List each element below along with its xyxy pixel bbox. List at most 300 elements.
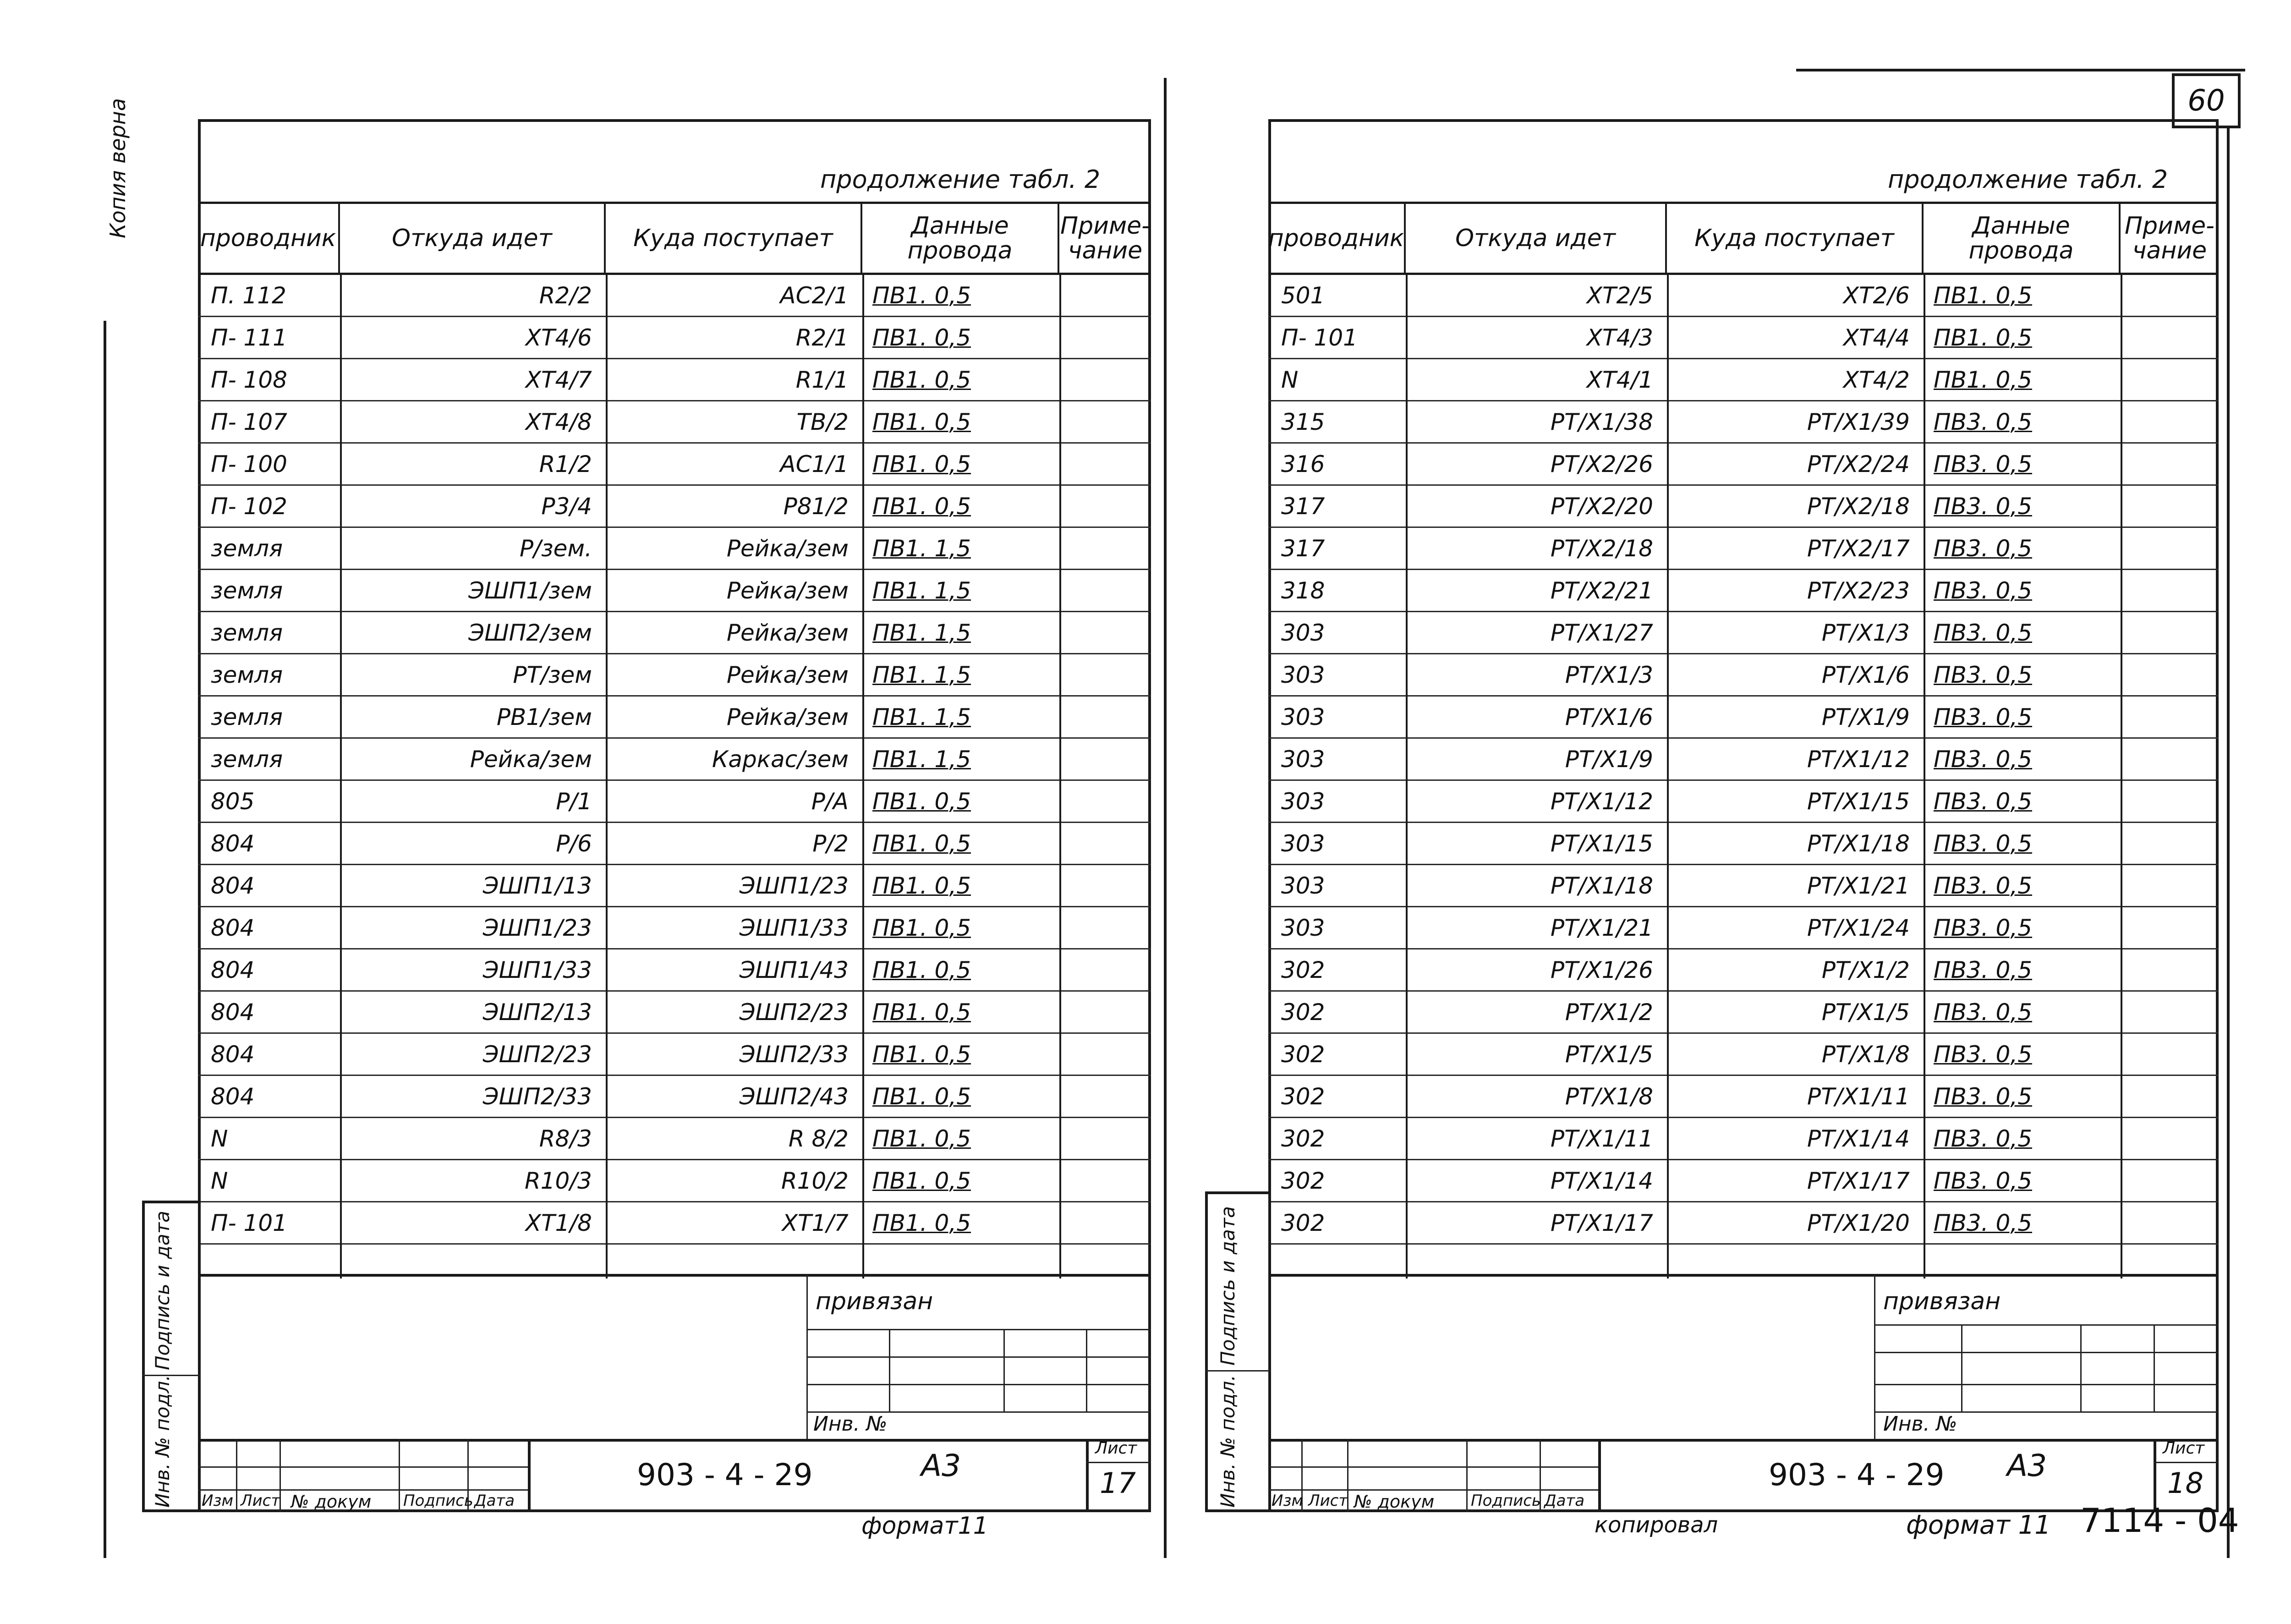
col-header-from: Откуда идет xyxy=(340,204,606,273)
from-cell: PT/X1/6 xyxy=(1565,703,1653,730)
right-side-label-inv: Инв. № подл. xyxy=(1217,1375,1239,1508)
left-tb-doc-code: 903 - 4 - 29 xyxy=(637,1457,813,1492)
data-cell: ПВ3. 0,5 xyxy=(1934,535,2033,562)
data-cell: ПВ1. 0,5 xyxy=(872,872,971,899)
wire-cell: 302 xyxy=(1281,1209,1325,1236)
from-cell: PT/X1/5 xyxy=(1565,1041,1653,1068)
wire-cell: 501 xyxy=(1281,282,1325,309)
right-tb-bound-row3 xyxy=(1874,1384,2219,1385)
wire-cell: 303 xyxy=(1281,661,1325,688)
to-cell: PT/X1/11 xyxy=(1807,1083,1910,1110)
wire-cell: земля xyxy=(211,535,283,562)
to-cell: Рейка/зем xyxy=(726,703,849,730)
table-row xyxy=(1268,781,2219,823)
right-colsep-1 xyxy=(1406,275,1408,1278)
data-cell: ПВ1. 0,5 xyxy=(872,324,971,351)
note-cell xyxy=(2121,1034,2219,1075)
right-colsep-4 xyxy=(2121,275,2122,1278)
wire-cell: П- 100 xyxy=(211,450,287,477)
data-cell: ПВ1. 1,5 xyxy=(872,703,971,730)
left-tb-main-top xyxy=(198,1439,1151,1442)
table-row xyxy=(1268,949,2219,992)
from-cell: ЭШП1/зем xyxy=(468,577,592,604)
to-cell: ЭШП2/43 xyxy=(739,1083,849,1110)
data-cell: ПВ3. 0,5 xyxy=(1934,450,2033,477)
data-cell: ПВ1. 0,5 xyxy=(1934,282,2033,309)
wire-cell: 315 xyxy=(1281,408,1325,435)
wire-cell: 303 xyxy=(1281,872,1325,899)
data-cell: ПВ3. 0,5 xyxy=(1934,703,2033,730)
left-tb-h3: Подпись xyxy=(403,1492,473,1510)
from-cell: PT/X1/17 xyxy=(1550,1209,1653,1236)
data-cell: ПВ3. 0,5 xyxy=(1934,493,2033,520)
from-cell: ЭШП2/33 xyxy=(482,1083,592,1110)
from-cell: PT/X1/26 xyxy=(1550,956,1653,983)
left-colsep-4 xyxy=(1059,275,1061,1278)
data-cell: ПВ1. 0,5 xyxy=(872,1125,971,1152)
note-cell xyxy=(2121,359,2219,400)
data-cell: ПВ3. 0,5 xyxy=(1934,661,2033,688)
left-tb-sheet-no: 17 xyxy=(1100,1466,1136,1500)
left-tb-bound-label: привязан xyxy=(816,1288,933,1315)
wire-cell: П- 111 xyxy=(211,324,287,351)
left-tb-bound-row3 xyxy=(806,1384,1151,1385)
to-cell: PT/X1/12 xyxy=(1807,746,1910,773)
data-cell: ПВ1. 0,5 xyxy=(872,914,971,941)
note-cell xyxy=(2121,823,2219,864)
data-cell: ПВ3. 0,5 xyxy=(1934,872,2033,899)
from-cell: XT2/5 xyxy=(1586,282,1653,309)
data-cell: ПВ1. 0,5 xyxy=(872,1083,971,1110)
from-cell: PT/X1/2 xyxy=(1565,999,1653,1026)
right-continuation: продолжение табл. 2 xyxy=(1888,165,2168,194)
left-tb-c3 xyxy=(399,1439,400,1512)
to-cell: PT/X1/3 xyxy=(1821,619,1910,646)
left-tb-h0: Изм xyxy=(202,1492,234,1510)
wire-cell: N xyxy=(1281,366,1299,393)
wire-cell: 316 xyxy=(1281,450,1325,477)
wire-cell: П- 107 xyxy=(211,408,287,435)
to-cell: XT2/6 xyxy=(1843,282,1910,309)
note-cell xyxy=(2121,612,2219,653)
from-cell: R10/3 xyxy=(524,1167,592,1194)
to-cell: PT/X1/24 xyxy=(1807,914,1910,941)
data-cell: ПВ3. 0,5 xyxy=(1934,619,2033,646)
from-cell: XT4/3 xyxy=(1586,324,1653,351)
note-cell xyxy=(2121,697,2219,737)
wire-cell: 804 xyxy=(211,1083,255,1110)
from-cell: XT4/1 xyxy=(1586,366,1653,393)
from-cell: XT4/7 xyxy=(525,366,592,393)
from-cell: P/6 xyxy=(556,830,592,857)
wire-cell: П- 101 xyxy=(211,1209,287,1236)
left-tb-inv-label: Инв. № xyxy=(813,1412,888,1436)
note-cell xyxy=(1059,1160,1151,1201)
to-cell: R 8/2 xyxy=(788,1125,849,1152)
data-cell: ПВ3. 0,5 xyxy=(1934,577,2033,604)
right-tb-bound-left xyxy=(1874,1274,1875,1439)
left-colsep-3 xyxy=(862,275,864,1278)
data-cell: ПВ3. 0,5 xyxy=(1934,956,2033,983)
left-tb-h1: Лист xyxy=(241,1492,280,1510)
to-cell: Рейка/зем xyxy=(726,661,849,688)
right-tb-copied-by: копировал xyxy=(1595,1512,1718,1538)
wire-cell: 317 xyxy=(1281,493,1325,520)
note-cell xyxy=(2121,1118,2219,1159)
wire-cell: N xyxy=(211,1167,228,1194)
left-tb-format-caption: формат11 xyxy=(861,1512,988,1540)
binding-line xyxy=(1164,78,1167,1558)
to-cell: PT/X1/5 xyxy=(1821,999,1910,1026)
table-row xyxy=(1268,359,2219,401)
to-cell: ЭШП1/33 xyxy=(739,914,849,941)
data-cell: ПВ1. 0,5 xyxy=(872,450,971,477)
to-cell: XT1/7 xyxy=(782,1209,849,1236)
right-tb-bound-col3 xyxy=(2154,1324,2155,1411)
note-cell xyxy=(2121,444,2219,484)
right-tb-c5 xyxy=(1598,1439,1601,1512)
data-cell: ПВ1. 1,5 xyxy=(872,619,971,646)
to-cell: PT/X1/14 xyxy=(1807,1125,1910,1152)
from-cell: R1/2 xyxy=(539,450,592,477)
note-cell xyxy=(1059,570,1151,611)
table-row xyxy=(1268,865,2219,907)
from-cell: P/зем. xyxy=(520,535,592,562)
note-cell xyxy=(1059,823,1151,864)
note-cell xyxy=(2121,907,2219,948)
to-cell: PT/X2/18 xyxy=(1807,493,1910,520)
right-tb-h2: № докум xyxy=(1354,1492,1435,1512)
left-tb-h2: № докум xyxy=(291,1492,372,1512)
table-row xyxy=(1268,1118,2219,1160)
col-header-data: Данные провода xyxy=(862,204,1059,273)
left-tb-main-mid xyxy=(198,1466,528,1468)
from-cell: P3/4 xyxy=(541,493,592,520)
from-cell: ЭШП2/зем xyxy=(468,619,592,646)
data-cell: ПВ1. 0,5 xyxy=(872,1167,971,1194)
note-cell xyxy=(1059,359,1151,400)
note-cell xyxy=(1059,275,1151,316)
right-tb-bound-label: привязан xyxy=(1883,1288,2001,1315)
note-cell xyxy=(2121,992,2219,1032)
left-tb-bound-col1 xyxy=(889,1329,890,1411)
right-wire-table xyxy=(1268,275,2219,1245)
from-cell: PT/X1/8 xyxy=(1565,1083,1653,1110)
wire-cell: 804 xyxy=(211,830,255,857)
data-cell: ПВ1. 1,5 xyxy=(872,577,971,604)
wire-cell: 302 xyxy=(1281,1125,1325,1152)
data-cell: ПВ1. 0,5 xyxy=(872,282,971,309)
from-cell: PT/X2/26 xyxy=(1550,450,1653,477)
table-row xyxy=(1268,823,2219,865)
to-cell: PT/X1/17 xyxy=(1807,1167,1910,1194)
right-tb-sheet-split xyxy=(2154,1462,2219,1463)
left-table-header xyxy=(198,202,1151,275)
wire-cell: П- 102 xyxy=(211,493,287,520)
note-cell xyxy=(2121,486,2219,527)
table-row xyxy=(1268,1160,2219,1202)
to-cell: PT/X1/20 xyxy=(1807,1209,1910,1236)
from-cell: PT/X1/11 xyxy=(1550,1125,1653,1152)
note-cell xyxy=(1059,612,1151,653)
col-header-to: Куда поступает xyxy=(1667,204,1924,273)
to-cell: PT/X1/18 xyxy=(1807,830,1910,857)
note-cell xyxy=(1059,1202,1151,1243)
note-cell xyxy=(2121,317,2219,358)
to-cell: PT/X1/8 xyxy=(1821,1041,1910,1068)
table-row xyxy=(1268,612,2219,654)
from-cell: PT/X1/3 xyxy=(1565,661,1653,688)
left-tb-bound-row2 xyxy=(806,1356,1151,1358)
data-cell: ПВ1. 0,5 xyxy=(1934,366,2033,393)
col-header-wire: проводник xyxy=(1268,204,1406,273)
from-cell: ЭШП1/13 xyxy=(482,872,592,899)
to-cell: ЭШП1/43 xyxy=(739,956,849,983)
col-header-data: Данные провода xyxy=(1924,204,2121,273)
wire-cell: 318 xyxy=(1281,577,1325,604)
note-cell xyxy=(2121,275,2219,316)
right-tb-sheet-label: Лист xyxy=(2163,1439,2205,1458)
to-cell: PT/X2/17 xyxy=(1807,535,1910,562)
wire-cell: 302 xyxy=(1281,999,1325,1026)
to-cell: PT/X1/21 xyxy=(1807,872,1910,899)
left-tb-sheet-label: Лист xyxy=(1095,1439,1137,1458)
note-cell xyxy=(1059,317,1151,358)
to-cell: AC1/1 xyxy=(780,450,849,477)
note-cell xyxy=(1059,992,1151,1032)
wire-cell: 302 xyxy=(1281,1167,1325,1194)
note-cell xyxy=(2121,1076,2219,1117)
to-cell: Каркас/зем xyxy=(712,746,849,773)
left-outer-edge xyxy=(104,321,106,1558)
table-row xyxy=(1268,1076,2219,1118)
note-cell xyxy=(1059,486,1151,527)
wire-cell: 303 xyxy=(1281,914,1325,941)
from-cell: РВ1/зем xyxy=(496,703,592,730)
table-row xyxy=(1268,654,2219,697)
wire-cell: 302 xyxy=(1281,956,1325,983)
from-cell: XT4/6 xyxy=(525,324,592,351)
col-header-note: Приме- чание xyxy=(1060,212,1150,264)
data-cell: ПВ3. 0,5 xyxy=(1934,1125,2033,1152)
from-cell: PT/X1/27 xyxy=(1550,619,1653,646)
note-cell xyxy=(1059,1076,1151,1117)
to-cell: ЭШП1/23 xyxy=(739,872,849,899)
right-side-strip-divider xyxy=(1205,1370,1271,1372)
data-cell: ПВ1. 0,5 xyxy=(872,366,971,393)
col-header-from: Откуда идет xyxy=(1406,204,1667,273)
wire-cell: земля xyxy=(211,661,283,688)
data-cell: ПВ1. 0,5 xyxy=(1934,324,2033,351)
left-tb-format: А3 xyxy=(921,1448,961,1483)
right-tb-bound-col2 xyxy=(2080,1324,2082,1411)
from-cell: PT/X1/9 xyxy=(1565,746,1653,773)
from-cell: РТ/зем xyxy=(513,661,592,688)
table-row xyxy=(1268,1202,2219,1245)
left-tb-main-mid2 xyxy=(198,1489,528,1491)
data-cell: ПВ1. 0,5 xyxy=(872,1209,971,1236)
right-tb-main-mid2 xyxy=(1268,1489,1598,1491)
data-cell: ПВ3. 0,5 xyxy=(1934,1209,2033,1236)
from-cell: R8/3 xyxy=(539,1125,592,1152)
note-cell xyxy=(1059,781,1151,822)
right-table-header xyxy=(1268,202,2219,275)
wire-cell: П. 112 xyxy=(211,282,286,309)
wire-cell: 804 xyxy=(211,914,255,941)
wire-cell: 302 xyxy=(1281,1083,1325,1110)
from-cell: PT/X2/18 xyxy=(1550,535,1653,562)
to-cell: R1/1 xyxy=(795,366,849,393)
data-cell: ПВ3. 0,5 xyxy=(1934,1167,2033,1194)
note-cell xyxy=(2121,865,2219,906)
from-cell: XT4/8 xyxy=(525,408,592,435)
data-cell: ПВ3. 0,5 xyxy=(1934,788,2033,815)
to-cell: PT/X2/23 xyxy=(1807,577,1910,604)
wire-cell: 303 xyxy=(1281,746,1325,773)
left-colsep-1 xyxy=(340,275,342,1278)
to-cell: P81/2 xyxy=(783,493,849,520)
note-cell xyxy=(1059,697,1151,737)
data-cell: ПВ3. 0,5 xyxy=(1934,408,2033,435)
note-cell xyxy=(2121,739,2219,779)
wire-cell: 804 xyxy=(211,999,255,1026)
left-tb-bound-col3 xyxy=(1086,1329,1087,1411)
to-cell: P/2 xyxy=(812,830,849,857)
from-cell: PT/X2/21 xyxy=(1550,577,1653,604)
right-tb-bound-row-bottom xyxy=(1874,1324,2219,1326)
data-cell: ПВ1. 0,5 xyxy=(872,493,971,520)
col-header-to: Куда поступает xyxy=(606,204,862,273)
right-tb-format: А3 xyxy=(2007,1448,2047,1483)
table-row xyxy=(1268,401,2219,444)
note-cell xyxy=(2121,781,2219,822)
from-cell: PT/X1/21 xyxy=(1550,914,1653,941)
note-cell xyxy=(2121,949,2219,990)
data-cell: ПВ1. 0,5 xyxy=(872,956,971,983)
to-cell: XT4/4 xyxy=(1843,324,1910,351)
wire-cell: 302 xyxy=(1281,1041,1325,1068)
data-cell: ПВ3. 0,5 xyxy=(1934,999,2033,1026)
right-tb-top xyxy=(1268,1274,2219,1277)
sheet-number-stamp: 60 xyxy=(2172,73,2241,128)
to-cell: AC2/1 xyxy=(780,282,849,309)
data-cell: ПВ1. 0,5 xyxy=(872,788,971,815)
note-cell xyxy=(1059,1034,1151,1075)
data-cell: ПВ1. 1,5 xyxy=(872,535,971,562)
right-tb-h0: Изм xyxy=(1272,1492,1304,1510)
right-outer-edge xyxy=(2227,128,2230,1558)
wire-cell: 303 xyxy=(1281,619,1325,646)
from-cell: ЭШП1/23 xyxy=(482,914,592,941)
right-side-label-sign: Подпись и дата xyxy=(1217,1206,1239,1366)
wire-cell: 317 xyxy=(1281,535,1325,562)
data-cell: ПВ3. 0,5 xyxy=(1934,830,2033,857)
note-cell xyxy=(2121,654,2219,695)
to-cell: ЭШП2/23 xyxy=(739,999,849,1026)
to-cell: Рейка/зем xyxy=(726,619,849,646)
data-cell: ПВ1. 1,5 xyxy=(872,746,971,773)
wire-cell: 804 xyxy=(211,956,255,983)
data-cell: ПВ1. 0,5 xyxy=(872,999,971,1026)
note-cell xyxy=(1059,401,1151,442)
to-cell: P/A xyxy=(811,788,849,815)
data-cell: ПВ1. 0,5 xyxy=(872,1041,971,1068)
to-cell: ЭШП2/33 xyxy=(739,1041,849,1068)
to-cell: PT/X2/24 xyxy=(1807,450,1910,477)
left-continuation: продолжение табл. 2 xyxy=(820,165,1101,194)
from-cell: PT/X2/20 xyxy=(1550,493,1653,520)
to-cell: R2/1 xyxy=(795,324,849,351)
from-cell: PT/X1/18 xyxy=(1550,872,1653,899)
left-tb-c6 xyxy=(1086,1439,1089,1512)
left-side-label-inv: Инв. № подл. xyxy=(151,1375,174,1508)
wire-cell: земля xyxy=(211,703,283,730)
right-tb-h1: Лист xyxy=(1308,1492,1348,1510)
right-tb-h4: Дата xyxy=(1544,1492,1585,1510)
left-side-label-sign: Подпись и дата xyxy=(151,1211,174,1370)
data-cell: ПВ1. 1,5 xyxy=(872,661,971,688)
data-cell: ПВ3. 0,5 xyxy=(1934,1083,2033,1110)
from-cell: XT1/8 xyxy=(525,1209,592,1236)
to-cell: XT4/2 xyxy=(1843,366,1910,393)
data-cell: ПВ1. 0,5 xyxy=(872,408,971,435)
from-cell: ЭШП2/23 xyxy=(482,1041,592,1068)
table-row xyxy=(1268,275,2219,317)
from-cell: PT/X1/12 xyxy=(1550,788,1653,815)
from-cell: PT/X1/38 xyxy=(1550,408,1653,435)
table-row xyxy=(1268,992,2219,1034)
note-cell xyxy=(2121,528,2219,569)
from-cell: PT/X1/14 xyxy=(1550,1167,1653,1194)
wire-cell: земля xyxy=(211,619,283,646)
right-tb-c3 xyxy=(1466,1439,1468,1512)
data-cell: ПВ1. 0,5 xyxy=(872,830,971,857)
table-row xyxy=(1268,570,2219,612)
note-cell xyxy=(1059,739,1151,779)
right-tb-doc-code: 903 - 4 - 29 xyxy=(1769,1457,1945,1492)
right-tb-main-mid xyxy=(1268,1466,1598,1468)
to-cell: Рейка/зем xyxy=(726,577,849,604)
note-cell xyxy=(1059,865,1151,906)
right-colsep-3 xyxy=(1924,275,1925,1278)
to-cell: PT/X1/2 xyxy=(1821,956,1910,983)
left-tb-c5 xyxy=(528,1439,531,1512)
to-cell: PT/X1/9 xyxy=(1821,703,1910,730)
note-cell xyxy=(2121,1202,2219,1243)
margin-note: Копия верна xyxy=(105,98,130,238)
wire-cell: П- 101 xyxy=(1281,324,1358,351)
table-row xyxy=(1268,528,2219,570)
left-colsep-2 xyxy=(606,275,608,1278)
from-cell: R2/2 xyxy=(539,282,592,309)
to-cell: PT/X1/39 xyxy=(1807,408,1910,435)
note-cell xyxy=(1059,949,1151,990)
data-cell: ПВ3. 0,5 xyxy=(1934,746,2033,773)
from-cell: Рейка/зем xyxy=(470,746,592,773)
wire-cell: 303 xyxy=(1281,830,1325,857)
table-row xyxy=(1268,1034,2219,1076)
to-cell: TB/2 xyxy=(796,408,849,435)
note-cell xyxy=(1059,528,1151,569)
wire-cell: 303 xyxy=(1281,788,1325,815)
right-tb-sheet-no: 18 xyxy=(2167,1466,2203,1500)
wire-cell: земля xyxy=(211,577,283,604)
wire-cell: 804 xyxy=(211,872,255,899)
wire-cell: земля xyxy=(211,746,283,773)
note-cell xyxy=(2121,570,2219,611)
to-cell: PT/X1/6 xyxy=(1821,661,1910,688)
to-cell: PT/X1/15 xyxy=(1807,788,1910,815)
